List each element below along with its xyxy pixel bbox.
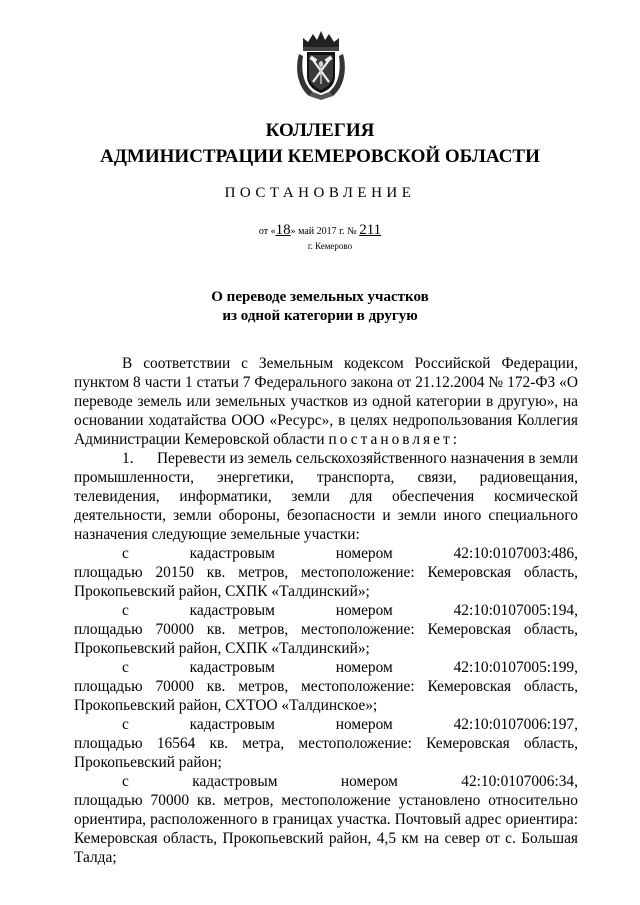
parcel-word: номером	[335, 545, 393, 562]
date-day: 18	[275, 222, 291, 238]
number-sign: №	[347, 226, 357, 237]
date-month-year: » май 2017 г.	[290, 226, 345, 237]
parcel-description: площадью 70000 кв. метров, местоположение установлено относительно ориентира, расположенного в границах участка. Почтовый адрес ориентира: Кемеровская область, Прокопьевский район, 4,5 км на север от с. Большая Талда;	[74, 792, 578, 866]
parcel-header-row	[74, 715, 578, 734]
org-title-line1: КОЛЛЕГИЯ	[265, 120, 375, 141]
cadastral-number: 42:10:0107005:194,	[453, 602, 578, 619]
city: г. Кемерово	[307, 241, 353, 251]
kemerovo-coat-of-arms-icon	[295, 28, 347, 102]
parcel-word: номером	[340, 773, 398, 790]
parcel-word: кадастровым	[189, 545, 275, 562]
document-body	[74, 354, 578, 867]
parcel-word: с	[122, 773, 129, 790]
parcel-word: кадастровым	[189, 716, 275, 733]
parcel-word: с	[122, 659, 129, 676]
parcel-word: номером	[335, 659, 393, 676]
subject-line1: О переводе земельных участков	[211, 289, 429, 305]
parcel-word: номером	[335, 602, 393, 619]
item-1-number: 1.	[122, 450, 134, 467]
intro-paragraph: В соответствии с Земельным кодексом Российской Федерации, пунктом 8 части 1 статьи 7 Федерального закона от 21.12.2004 № 172-ФЗ «О переводе земель или земельных участков из одной категории в другую», на основании ходатайства ООО «Ресурс», в целях недропользования Коллегия Администрации Кемеровской области постановляет:	[74, 355, 578, 448]
parcel-header-row	[74, 601, 578, 620]
document-number: 211	[359, 222, 382, 238]
cadastral-number: 42:10:0107006:34,	[461, 773, 578, 790]
parcel-description: площадью 70000 кв. метров, местоположение: Кемеровская область, Прокопьевский район, СХПК «Талдинский»;	[74, 621, 578, 657]
date-prefix: от «	[258, 226, 276, 237]
parcel-word: кадастровым	[189, 659, 275, 676]
parcel-list	[74, 544, 578, 867]
parcel-word: с	[122, 545, 129, 562]
item-1	[74, 449, 578, 544]
parcel-description: площадью 70000 кв. метров, местоположение: Кемеровская область, Прокопьевский район, СХТОО «Талдинское»;	[74, 678, 578, 714]
parcel-header-row	[74, 544, 578, 563]
org-title-line2: АДМИНИСТРАЦИИ КЕМЕРОВСКОЙ ОБЛАСТИ	[100, 146, 540, 167]
cadastral-number: 42:10:0107003:486,	[453, 545, 578, 562]
document-type: ПОСТАНОВЛЕНИЕ	[224, 185, 416, 201]
parcel-word: кадастровым	[192, 773, 278, 790]
cadastral-number: 42:10:0107006:197,	[453, 716, 578, 733]
parcel-word: номером	[335, 716, 393, 733]
cadastral-number: 42:10:0107005:199,	[453, 659, 578, 676]
subject-line2: из одной категории в другую	[222, 308, 418, 324]
parcel-header-row	[74, 658, 578, 677]
parcel-word: кадастровым	[189, 602, 275, 619]
item-1-text: Перевести из земель сельскохозяйственного назначения в земли промышленности, энергетики, транспорта, связи, радиовещания, телевидения, информатики, земли для обеспечения космической деятельности, земли обороны, безопасности и земли иного специального назначения следующие земельные участки:	[74, 450, 578, 543]
parcel-description: площадью 16564 кв. метра, местоположение: Кемеровская область, Прокопьевский район;	[74, 735, 578, 771]
parcel-description: площадью 20150 кв. метров, местоположение: Кемеровская область, Прокопьевский район, СХПК «Талдинский»;	[74, 564, 578, 600]
parcel-word: с	[122, 716, 129, 733]
parcel-word: с	[122, 602, 129, 619]
decree-word: постановляет:	[328, 431, 460, 448]
date-line	[0, 222, 640, 239]
parcel-header-row	[74, 772, 578, 791]
